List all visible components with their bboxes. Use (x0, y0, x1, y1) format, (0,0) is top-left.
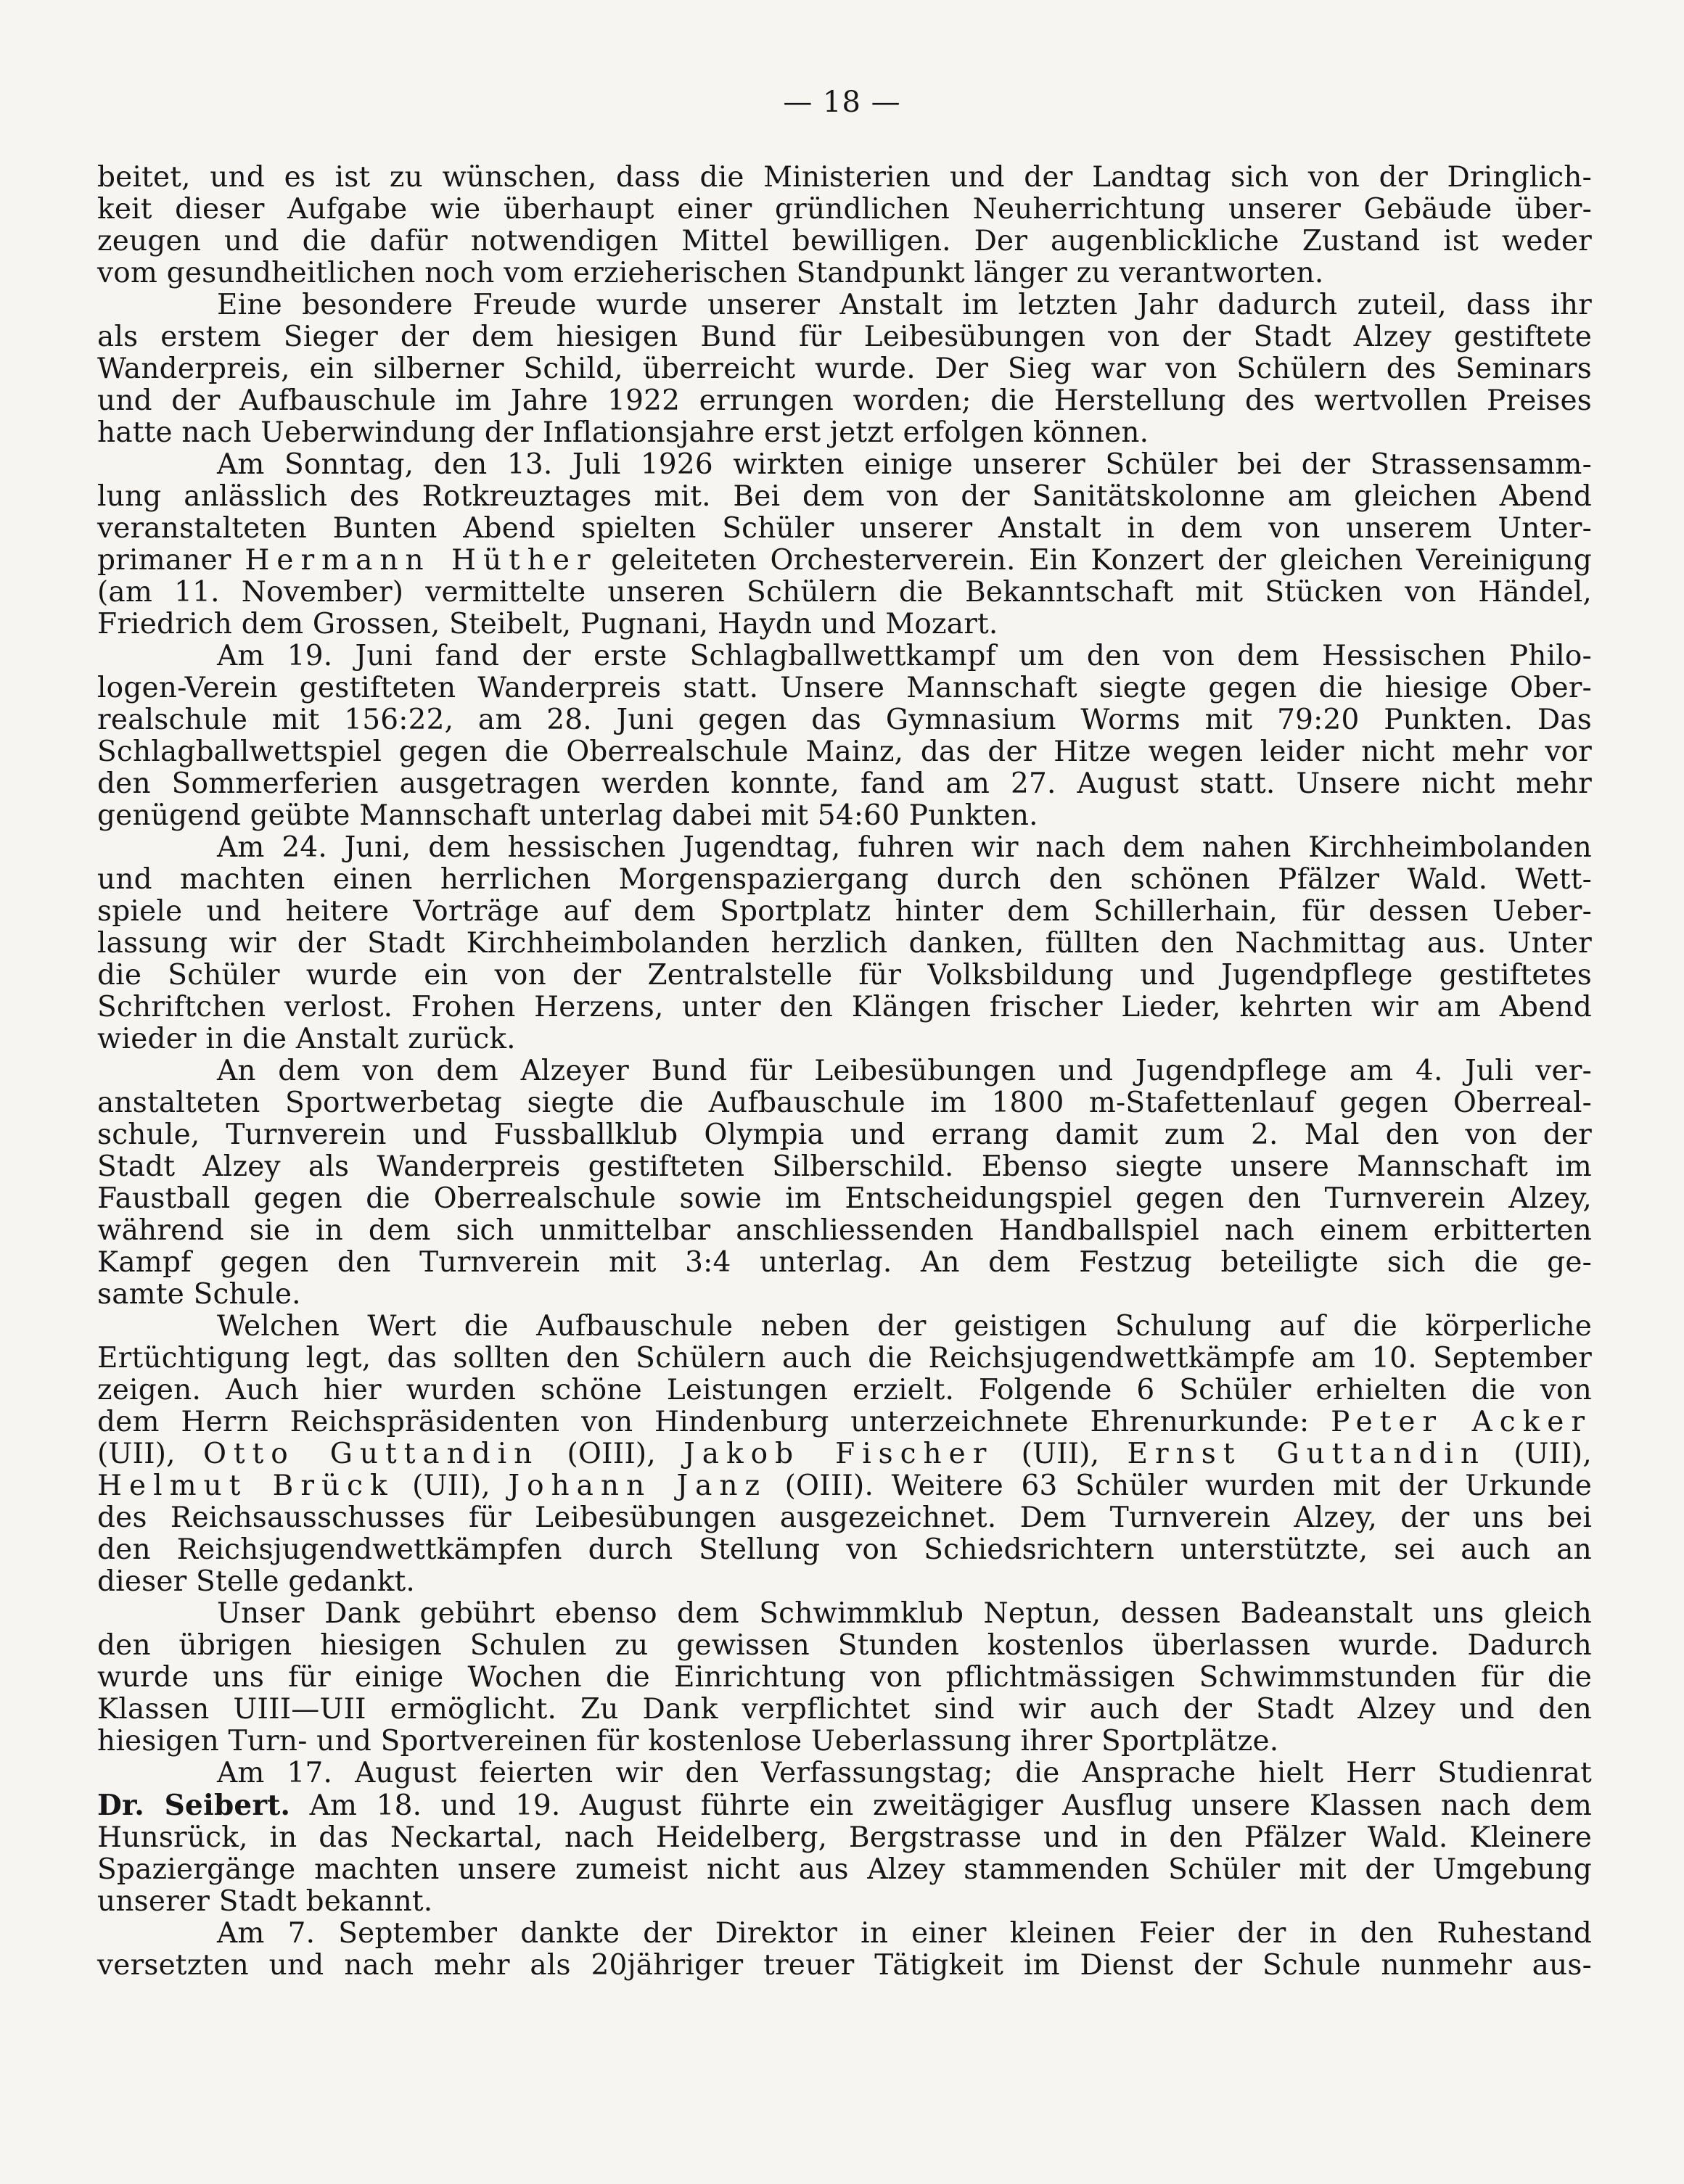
person-name: Helmut Brück (97, 1470, 395, 1502)
text-line: schule, Turnverein und Fussballklub Olympia und errang damit zum 2. Mal den von der (97, 1118, 1592, 1151)
person-name: Johann Janz (508, 1470, 768, 1502)
paragraph (97, 1757, 1592, 1918)
paragraph (97, 1598, 1592, 1757)
text-line: anstalteten Sportwerbetag siegte die Aufbauschule im 1800 m-Stafettenlauf gegen Oberreal- (97, 1087, 1592, 1119)
paragraph (97, 449, 1592, 640)
text-line: Friedrich dem Grossen, Steibelt, Pugnani, Haydn und Mozart. (97, 608, 998, 640)
text-line: veranstalteten Bunten Abend spielten Schüler unserer Anstalt in dem von unserem Unter- (97, 512, 1592, 545)
text-line: zeugen und die dafür notwendigen Mittel bewilligen. Der augenblickliche Zustand ist weder (97, 225, 1592, 257)
text-line: wieder in die Anstalt zurück. (97, 1023, 516, 1055)
paragraph (97, 162, 1592, 289)
text-line: und der Aufbauschule im Jahre 1922 errungen worden; die Herstellung des wertvollen Preises (97, 384, 1592, 417)
text-run: (UII), (97, 1438, 176, 1470)
text-line: Schlagballwettspiel gegen die Oberrealschule Mainz, das der Hitze wegen leider nicht mehr vor (97, 735, 1592, 768)
text-line (97, 1438, 1592, 1470)
text-line: Kampf gegen den Turnverein mit 3:4 unterlag. An dem Festzug beteiligte sich die ge- (97, 1246, 1592, 1279)
person-name: Otto Guttandin (202, 1438, 540, 1470)
text-run: Am 18. und 19. August führte ein zweitägiger Ausflug unsere Klassen nach dem (309, 1789, 1592, 1822)
person-name: Ernst Guttandin (1127, 1438, 1487, 1470)
text-run: (UII), (412, 1470, 490, 1502)
text-line: des Reichsausschusses für Leibesübungen ausgezeichnet. Dem Turnverein Alzey, der uns bei (97, 1501, 1592, 1534)
text-line (97, 1789, 1592, 1822)
paragraph (97, 640, 1592, 832)
text-line: Welchen Wert die Aufbauschule neben der geistigen Schulung auf die körperliche (217, 1310, 1592, 1343)
paragraph (97, 1311, 1592, 1598)
text-line: genügend geübte Mannschaft unterlag dabei mit 54:60 Punkten. (97, 799, 1038, 832)
text-line: lung anlässlich des Rotkreuztages mit. Bei dem von der Sanitätskolonne am gleichen Abend (97, 480, 1592, 513)
person-name: Dr. Seibert. (97, 1789, 291, 1822)
text-line: als erstem Sieger der dem hiesigen Bund für Leibesübungen von der Stadt Alzey gestiftete (97, 321, 1592, 353)
text-run: dem Herrn Reichspräsidenten von Hindenburg unterzeichnete Ehrenurkunde: (97, 1406, 1310, 1438)
text-line: Eine besondere Freude wurde unserer Anstalt im letzten Jahr dadurch zuteil, dass ihr (217, 289, 1592, 321)
text-line: spiele und heitere Vorträge auf dem Sportplatz hinter dem Schillerhain, für dessen Ueber- (97, 895, 1592, 928)
text-line: und machten einen herrlichen Morgenspaziergang durch den schönen Pfälzer Wald. Wett- (97, 863, 1592, 896)
text-line: lassung wir der Stadt Kirchheimbolanden herzlich danken, füllten den Nachmittag aus. Unter (97, 927, 1592, 960)
person-name: Hermann Hüther (245, 544, 598, 577)
text-run: geleiteten Orchesterverein. Ein Konzert der gleichen Vereinigung (611, 544, 1592, 577)
text-run: (UII), (1021, 1438, 1100, 1470)
text-line: logen-Verein gestifteten Wanderpreis statt. Unsere Mannschaft siegte gegen die hiesige Ober- (97, 672, 1592, 704)
text-line: zeigen. Auch hier wurden schöne Leistungen erzielt. Folgende 6 Schüler erhielten die von (97, 1374, 1592, 1406)
text-line: Spaziergänge machten unsere zumeist nicht aus Alzey stammenden Schüler mit der Umgebung (97, 1853, 1592, 1886)
paragraph (97, 832, 1592, 1055)
text-line: Am 19. Juni fand der erste Schlagballwettkampf um den von dem Hessischen Philo- (217, 640, 1592, 672)
text-line: Schriftchen verlost. Frohen Herzens, unter den Klängen frischer Lieder, kehrten wir am Abend (97, 991, 1592, 1023)
text-line: Am 24. Juni, dem hessischen Jugendtag, fuhren wir nach dem nahen Kirchheimbolanden (217, 831, 1592, 864)
text-line: die Schüler wurde ein von der Zentralstelle für Volksbildung und Jugendpflege gestiftetes (97, 959, 1592, 992)
text-line: während sie in dem sich unmittelbar anschliessenden Handballspiel nach einem erbitterten (97, 1214, 1592, 1247)
text-run: (OIII), (567, 1438, 656, 1470)
text-line: den Reichsjugendwettkämpfen durch Stellung von Schiedsrichtern unterstützte, sei auch an (97, 1533, 1592, 1566)
text-line (97, 1406, 1592, 1438)
text-line: versetzten und nach mehr als 20jähriger treuer Tätigkeit im Dienst der Schule nunmehr aus- (97, 1949, 1592, 1982)
text-line: den übrigen hiesigen Schulen zu gewissen Stunden kostenlos überlassen wurde. Dadurch (97, 1629, 1592, 1662)
text-line: vom gesundheitlichen noch vom erzieherischen Standpunkt länger zu verantworten. (97, 257, 1324, 289)
text-line: wurde uns für einige Wochen die Einrichtung von pflichtmässigen Schwimmstunden für die (97, 1661, 1592, 1694)
text-line: keit dieser Aufgabe wie überhaupt einer gründlichen Neuherrichtung unserer Gebäude über- (97, 193, 1592, 226)
text-line: beitet, und es ist zu wünschen, dass die Ministerien und der Landtag sich von der Dringlich- (97, 161, 1592, 194)
body-text (97, 162, 1592, 1982)
text-line: Faustball gegen die Oberrealschule sowie im Entscheidungspiel gegen den Turnverein Alzey, (97, 1182, 1592, 1215)
text-line (97, 1470, 1592, 1502)
text-line: Am 17. August feierten wir den Verfassungstag; die Ansprache hielt Herr Studienrat (217, 1757, 1592, 1789)
text-line: Am 7. September dankte der Direktor in einer kleinen Feier der in den Ruhestand (217, 1917, 1592, 1950)
paragraph (97, 1055, 1592, 1311)
text-line: samte Schule. (97, 1278, 301, 1311)
paragraph (97, 289, 1592, 449)
text-line: den Sommerferien ausgetragen werden konnte, fand am 27. August statt. Unsere nicht mehr (97, 767, 1592, 800)
person-name: Jakob Fischer (683, 1438, 994, 1470)
text-line: dieser Stelle gedankt. (97, 1565, 416, 1598)
text-line: hatte nach Ueberwindung der Inflationsjahre erst jetzt erfolgen können. (97, 416, 1149, 449)
text-run: primaner (97, 544, 231, 577)
text-line: unserer Stadt bekannt. (97, 1885, 433, 1918)
text-line: Ertüchtigung legt, das sollten den Schülern auch die Reichsjugendwettkämpfe am 10. September (97, 1342, 1592, 1375)
paragraph (97, 1918, 1592, 1982)
text-line: realschule mit 156:22, am 28. Juni gegen das Gymnasium Worms mit 79:20 Punkten. Das (97, 704, 1592, 736)
text-line: Klassen UIII—UII ermöglicht. Zu Dank verpflichtet sind wir auch der Stadt Alzey und den (97, 1693, 1592, 1726)
text-run: (OIII). Weitere 63 Schüler wurden mit der Urkunde (784, 1470, 1592, 1502)
text-line (97, 545, 1592, 577)
text-line: Unser Dank gebührt ebenso dem Schwimmklub Neptun, dessen Badeanstalt uns gleich (217, 1597, 1592, 1630)
text-line: Am Sonntag, den 13. Juli 1926 wirkten einige unserer Schüler bei der Strassensamm- (217, 448, 1592, 481)
person-name: Peter Acker (1331, 1406, 1592, 1438)
text-line: An dem von dem Alzeyer Bund für Leibesübungen und Jugendpflege am 4. Juli ver- (217, 1055, 1592, 1087)
text-line: (am 11. November) vermittelte unseren Schülern die Bekanntschaft mit Stücken von Händel, (97, 576, 1592, 609)
text-line: Hunsrück, in das Neckartal, nach Heidelberg, Bergstrasse und in den Pfälzer Wald. Kleinere (97, 1821, 1592, 1854)
text-line: hiesigen Turn- und Sportvereinen für kostenlose Ueberlassung ihrer Sportplätze. (97, 1725, 1279, 1757)
text-line: Stadt Alzey als Wanderpreis gestifteten Silberschild. Ebenso siegte unsere Mannschaft im (97, 1150, 1592, 1183)
page-number: — 18 — (783, 86, 901, 119)
text-line: Wanderpreis, ein silberner Schild, überreicht wurde. Der Sieg war von Schülern des Seminars (97, 353, 1592, 385)
text-run: (UII), (1513, 1438, 1592, 1470)
